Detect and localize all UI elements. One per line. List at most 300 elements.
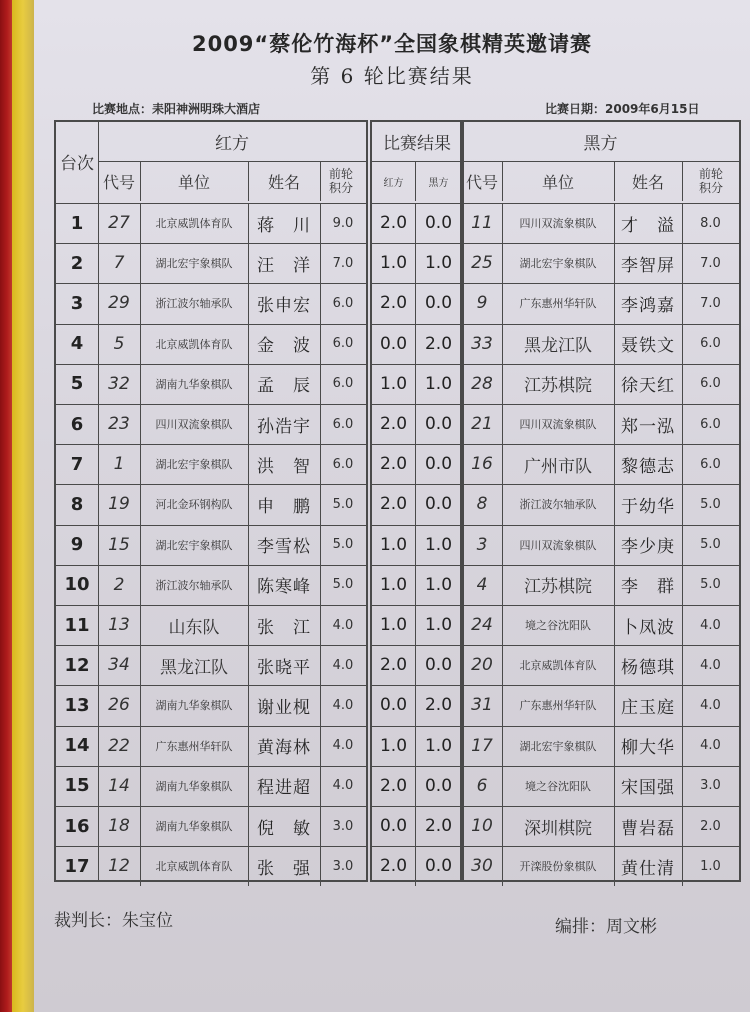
grid-line: [682, 161, 683, 201]
black-player-name: 卜凤波: [621, 617, 675, 638]
black-prev-points: 5.0: [700, 577, 721, 593]
grid-line: [502, 364, 503, 404]
grid-line: [248, 364, 249, 404]
black-prev-points: 4.0: [700, 697, 721, 713]
grid-line: [415, 605, 416, 645]
grid-line: [320, 605, 321, 645]
red-player-name: 张申宏: [257, 295, 311, 316]
venue-label: 比赛地点：耒阳神洲明珠大酒店: [92, 102, 261, 116]
grid-line: [502, 484, 503, 524]
black-score: 1.0: [424, 735, 453, 756]
grid-line: [415, 203, 416, 243]
grid-line: [320, 364, 321, 404]
black-player-code: 30: [471, 856, 493, 877]
black-prev-points: 5.0: [700, 496, 721, 512]
black-player-unit: 深圳棋院: [524, 818, 592, 839]
red-player-code: 29: [108, 293, 130, 314]
red-player-code: 5: [113, 333, 125, 354]
black-player-code: 25: [471, 253, 493, 274]
red-player-unit: 湖北宏宇象棋队: [155, 257, 233, 271]
grid-line: [140, 283, 141, 323]
grid-line: [614, 203, 615, 243]
grid-line: [614, 283, 615, 323]
grid-line: [614, 161, 615, 201]
red-player-name: 李雪松: [257, 537, 311, 558]
black-player-unit: 境之谷沈阳队: [525, 619, 591, 633]
grid-line: [320, 846, 321, 886]
black-score: 0.0: [424, 293, 453, 314]
header-result-red: 红方: [383, 177, 404, 189]
red-player-unit: 四川双流象棋队: [155, 418, 233, 432]
red-prev-points: 6.0: [332, 295, 354, 311]
header-unit: 单位: [177, 172, 210, 192]
board-number: 14: [64, 735, 90, 757]
grid-line: [415, 243, 416, 283]
header-prev-points: 前轮积分: [698, 167, 723, 195]
grid-line: [682, 364, 683, 404]
black-player-unit: 黑龙江队: [524, 336, 592, 357]
red-player-unit: 湖南九华象棋队: [155, 377, 233, 391]
red-score: 2.0: [379, 293, 408, 314]
chief-referee: 裁判长：朱宝位: [54, 911, 173, 931]
grid-line: [502, 324, 503, 364]
gold-ribbon: [12, 0, 34, 1012]
black-player-unit: 四川双流象棋队: [519, 418, 597, 432]
black-score: 0.0: [424, 414, 453, 435]
black-player-code: 10: [471, 816, 493, 837]
grid-line: [248, 283, 249, 323]
black-prev-points: 3.0: [700, 778, 721, 794]
grid-line: [415, 806, 416, 846]
red-player-code: 26: [108, 695, 130, 716]
grid-line: [248, 766, 249, 806]
red-player-code: 14: [108, 775, 130, 796]
black-player-code: 17: [471, 735, 493, 756]
red-prev-points: 4.0: [332, 738, 354, 754]
grid-line: [140, 161, 141, 201]
red-prev-points: 3.0: [332, 858, 354, 874]
header-code: 代号: [102, 172, 135, 192]
board-number: 1: [70, 212, 84, 234]
board-number: 11: [64, 614, 90, 636]
red-player-unit: 北京威凯体育队: [155, 860, 233, 874]
black-player-name: 郑一泓: [621, 416, 675, 437]
red-score: 2.0: [379, 775, 408, 796]
red-score: 0.0: [379, 816, 408, 837]
header-name: 姓名: [267, 172, 300, 192]
grid-line: [682, 404, 683, 444]
black-player-name: 庄玉庭: [621, 697, 675, 718]
black-player-code: 31: [471, 695, 493, 716]
grid-line: [320, 766, 321, 806]
red-player-code: 12: [108, 856, 130, 877]
black-player-unit: 四川双流象棋队: [519, 217, 597, 231]
black-prev-points: 5.0: [700, 537, 721, 553]
grid-line: [415, 846, 416, 886]
grid-line: [248, 444, 249, 484]
red-player-code: 1: [113, 454, 125, 475]
red-prev-points: 9.0: [332, 215, 354, 231]
black-prev-points: 2.0: [700, 818, 721, 834]
grid-line: [415, 444, 416, 484]
grid-line: [320, 161, 321, 201]
grid-line: [415, 565, 416, 605]
grid-line: [502, 565, 503, 605]
board-number: 4: [70, 333, 84, 355]
grid-line: [248, 525, 249, 565]
black-score: 0.0: [424, 454, 453, 475]
grid-line: [248, 806, 249, 846]
black-score: 1.0: [424, 615, 453, 636]
grid-line: [248, 605, 249, 645]
red-player-code: 2: [113, 574, 125, 595]
grid-line: [320, 726, 321, 766]
red-player-name: 孟 辰: [257, 376, 311, 397]
red-prev-points: 6.0: [332, 376, 354, 392]
red-player-code: 34: [108, 655, 130, 676]
black-score: 0.0: [424, 775, 453, 796]
black-player-unit: 广东惠州华轩队: [519, 297, 597, 311]
grid-line: [614, 806, 615, 846]
black-player-name: 李少庚: [621, 537, 675, 558]
red-player-name: 汪 洋: [257, 255, 311, 276]
grid-line: [415, 324, 416, 364]
red-player-unit: 湖北宏宇象棋队: [155, 538, 233, 552]
red-player-unit: 浙江波尔轴承队: [155, 578, 233, 592]
grid-line: [682, 645, 683, 685]
black-player-name: 柳大华: [621, 738, 675, 759]
grid-line: [502, 404, 503, 444]
black-prev-points: 4.0: [700, 738, 721, 754]
grid-line: [248, 685, 249, 725]
grid-line: [248, 645, 249, 685]
black-player-code: 11: [471, 213, 493, 234]
red-ribbon: [0, 0, 12, 1012]
red-player-code: 32: [108, 373, 130, 394]
red-score: 1.0: [379, 574, 408, 595]
red-score: 2.0: [379, 414, 408, 435]
grid-line: [248, 324, 249, 364]
grid-line: [140, 605, 141, 645]
grid-line: [415, 645, 416, 685]
black-player-code: 6: [476, 775, 488, 796]
black-player-code: 3: [476, 534, 488, 555]
grid-line: [320, 525, 321, 565]
black-score: 0.0: [424, 213, 453, 234]
header-board: 台次: [60, 153, 94, 174]
grid-line: [682, 846, 683, 886]
black-player-code: 9: [476, 293, 488, 314]
black-player-unit: 浙江波尔轴承队: [519, 498, 597, 512]
grid-line: [415, 404, 416, 444]
grid-line: [415, 283, 416, 323]
grid-line: [140, 484, 141, 524]
grid-line: [614, 243, 615, 283]
black-prev-points: 7.0: [700, 295, 721, 311]
header-result: 比赛结果: [383, 133, 451, 154]
grid-line: [320, 484, 321, 524]
grid-line: [614, 364, 615, 404]
grid-line: [140, 203, 141, 243]
red-score: 1.0: [379, 735, 408, 756]
black-prev-points: 6.0: [700, 336, 721, 352]
grid-line: [682, 685, 683, 725]
grid-line: [248, 726, 249, 766]
red-prev-points: 6.0: [332, 336, 354, 352]
grid-line: [98, 161, 366, 162]
date-label: 比赛日期：2009年6月15日: [545, 102, 700, 116]
grid-line: [614, 324, 615, 364]
red-player-unit: 广东惠州华轩队: [155, 739, 233, 753]
board-number: 15: [64, 775, 90, 797]
red-player-name: 蒋 川: [257, 215, 311, 236]
board-number: 9: [70, 534, 84, 556]
red-player-code: 22: [108, 735, 130, 756]
board-number: 16: [64, 815, 90, 837]
header-name: 姓名: [631, 172, 664, 192]
red-player-name: 申 鹏: [257, 496, 311, 517]
grid-line: [415, 525, 416, 565]
red-prev-points: 4.0: [332, 617, 354, 633]
grid-line: [614, 444, 615, 484]
red-player-code: 19: [108, 494, 130, 515]
black-player-name: 徐天红: [621, 376, 675, 397]
grid-line: [682, 525, 683, 565]
red-prev-points: 4.0: [332, 657, 354, 673]
grid-line: [415, 766, 416, 806]
red-player-unit: 黑龙江队: [160, 657, 228, 678]
red-score: 2.0: [379, 655, 408, 676]
red-score: 0.0: [379, 695, 408, 716]
grid-line: [248, 243, 249, 283]
black-score: 1.0: [424, 253, 453, 274]
red-prev-points: 5.0: [332, 537, 354, 553]
red-score: 1.0: [379, 253, 408, 274]
black-player-name: 黄仕清: [621, 858, 675, 879]
red-prev-points: 3.0: [332, 818, 354, 834]
red-player-unit: 浙江波尔轴承队: [155, 297, 233, 311]
grid-line: [502, 806, 503, 846]
red-player-name: 黄海林: [257, 738, 311, 759]
black-prev-points: 4.0: [700, 617, 721, 633]
grid-line: [614, 484, 615, 524]
black-player-name: 黎德志: [621, 456, 675, 477]
grid-line: [502, 726, 503, 766]
grid-line: [415, 161, 416, 201]
black-player-name: 宋国强: [621, 778, 675, 799]
grid-line: [248, 846, 249, 886]
red-prev-points: 5.0: [332, 496, 354, 512]
black-player-name: 李智屏: [621, 255, 675, 276]
black-prev-points: 1.0: [700, 858, 721, 874]
black-player-name: 李鸿嘉: [621, 295, 675, 316]
red-player-name: 张晓平: [257, 657, 311, 678]
header-code: 代号: [465, 172, 498, 192]
red-player-unit: 湖南九华象棋队: [155, 779, 233, 793]
grid-line: [614, 726, 615, 766]
black-score: 2.0: [424, 816, 453, 837]
grid-line: [682, 484, 683, 524]
black-player-code: 33: [471, 333, 493, 354]
grid-line: [320, 203, 321, 243]
header-prev-points: 前轮积分: [328, 167, 353, 195]
board-number: 3: [70, 292, 84, 314]
grid-line: [320, 404, 321, 444]
grid-line: [682, 806, 683, 846]
red-player-name: 洪 智: [257, 456, 311, 477]
page-subtitle: 第 6 轮比赛结果: [310, 64, 474, 88]
board-number: 10: [64, 574, 90, 596]
red-prev-points: 6.0: [332, 416, 354, 432]
red-player-code: 7: [113, 253, 125, 274]
red-player-unit: 北京威凯体育队: [155, 337, 233, 351]
header-black-side: 黑方: [583, 133, 618, 154]
black-player-code: 20: [471, 655, 493, 676]
grid-line: [140, 243, 141, 283]
red-player-name: 程进超: [257, 778, 311, 799]
grid-line: [502, 685, 503, 725]
black-player-unit: 广州市队: [524, 456, 592, 477]
grid-line: [614, 766, 615, 806]
grid-line: [140, 806, 141, 846]
grid-line: [682, 766, 683, 806]
black-player-name: 杨德琪: [621, 657, 675, 678]
black-prev-points: 8.0: [700, 215, 721, 231]
grid-line: [320, 243, 321, 283]
grid-line: [248, 161, 249, 201]
red-score: 1.0: [379, 615, 408, 636]
grid-line: [248, 203, 249, 243]
black-player-name: 聂铁文: [621, 336, 675, 357]
black-player-code: 24: [471, 615, 493, 636]
grid-line: [614, 645, 615, 685]
grid-line: [614, 525, 615, 565]
black-player-unit: 北京威凯体育队: [519, 659, 597, 673]
black-prev-points: 6.0: [700, 376, 721, 392]
black-player-unit: 江苏棋院: [524, 376, 592, 397]
black-player-name: 曹岩磊: [621, 818, 675, 839]
red-player-name: 金 波: [257, 336, 311, 357]
red-player-name: 陈寒峰: [257, 577, 311, 598]
arranged-by: 编排：周文彬: [555, 917, 657, 937]
board-number: 6: [70, 413, 84, 435]
grid-line: [140, 364, 141, 404]
grid-line: [248, 404, 249, 444]
red-player-unit: 湖北宏宇象棋队: [155, 458, 233, 472]
black-score: 1.0: [424, 534, 453, 555]
grid-line: [682, 565, 683, 605]
grid-line: [502, 203, 503, 243]
red-prev-points: 5.0: [332, 577, 354, 593]
red-player-unit: 湖南九华象棋队: [155, 820, 233, 834]
black-score: 0.0: [424, 856, 453, 877]
header-result-black: 黑方: [428, 177, 449, 189]
black-player-unit: 湖北宏宇象棋队: [519, 739, 597, 753]
black-score: 2.0: [424, 333, 453, 354]
black-player-code: 16: [471, 454, 493, 475]
grid-line: [502, 525, 503, 565]
black-player-unit: 广东惠州华轩队: [519, 699, 597, 713]
grid-line: [502, 645, 503, 685]
grid-line: [502, 161, 503, 201]
grid-line: [140, 324, 141, 364]
black-player-code: 28: [471, 373, 493, 394]
grid-line: [614, 605, 615, 645]
black-player-unit: 开滦股份象棋队: [519, 860, 597, 874]
red-score: 2.0: [379, 213, 408, 234]
red-score: 1.0: [379, 373, 408, 394]
grid-line: [614, 565, 615, 605]
black-player-name: 才 溢: [621, 215, 675, 236]
grid-line: [248, 565, 249, 605]
grid-line: [320, 324, 321, 364]
red-player-code: 15: [108, 534, 130, 555]
grid-line: [502, 444, 503, 484]
black-player-unit: 境之谷沈阳队: [525, 779, 591, 793]
board-number: 12: [64, 654, 90, 676]
grid-line: [415, 726, 416, 766]
black-prev-points: 4.0: [700, 657, 721, 673]
black-player-code: 8: [476, 494, 488, 515]
grid-line: [502, 283, 503, 323]
black-player-code: 4: [476, 574, 488, 595]
red-score: 0.0: [379, 333, 408, 354]
board-number: 17: [64, 855, 90, 877]
grid-line: [502, 766, 503, 806]
board-number: 2: [70, 252, 84, 274]
red-prev-points: 6.0: [332, 456, 354, 472]
grid-line: [140, 565, 141, 605]
grid-line: [682, 283, 683, 323]
red-player-unit: 湖南九华象棋队: [155, 699, 233, 713]
board-number: 7: [70, 453, 84, 475]
grid-line: [320, 283, 321, 323]
black-score: 0.0: [424, 655, 453, 676]
red-player-name: 张 强: [257, 858, 311, 879]
grid-line: [140, 525, 141, 565]
board-number: 13: [64, 694, 90, 716]
grid-line: [502, 605, 503, 645]
grid-line: [140, 685, 141, 725]
grid-line: [682, 203, 683, 243]
red-prev-points: 4.0: [332, 778, 354, 794]
page-title: 2009“蔡伦竹海杯”全国象棋精英邀请赛: [191, 32, 593, 56]
red-player-unit: 河北金环钢构队: [155, 498, 233, 512]
grid-line: [320, 565, 321, 605]
grid-line: [415, 484, 416, 524]
grid-line: [682, 444, 683, 484]
red-player-name: 倪 敏: [257, 818, 311, 839]
black-score: 2.0: [424, 695, 453, 716]
grid-line: [614, 404, 615, 444]
red-score: 2.0: [379, 494, 408, 515]
grid-line: [140, 404, 141, 444]
red-prev-points: 4.0: [332, 697, 354, 713]
board-number: 5: [70, 373, 84, 395]
grid-line: [140, 766, 141, 806]
grid-line: [502, 243, 503, 283]
red-player-name: 谢业枧: [257, 697, 311, 718]
grid-line: [682, 726, 683, 766]
grid-line: [502, 846, 503, 886]
black-player-code: 21: [471, 414, 493, 435]
black-player-unit: 江苏棋院: [524, 577, 592, 598]
black-player-unit: 湖北宏宇象棋队: [519, 257, 597, 271]
grid-line: [140, 645, 141, 685]
black-score: 0.0: [424, 494, 453, 515]
black-player-name: 于幼华: [621, 496, 675, 517]
grid-line: [682, 324, 683, 364]
